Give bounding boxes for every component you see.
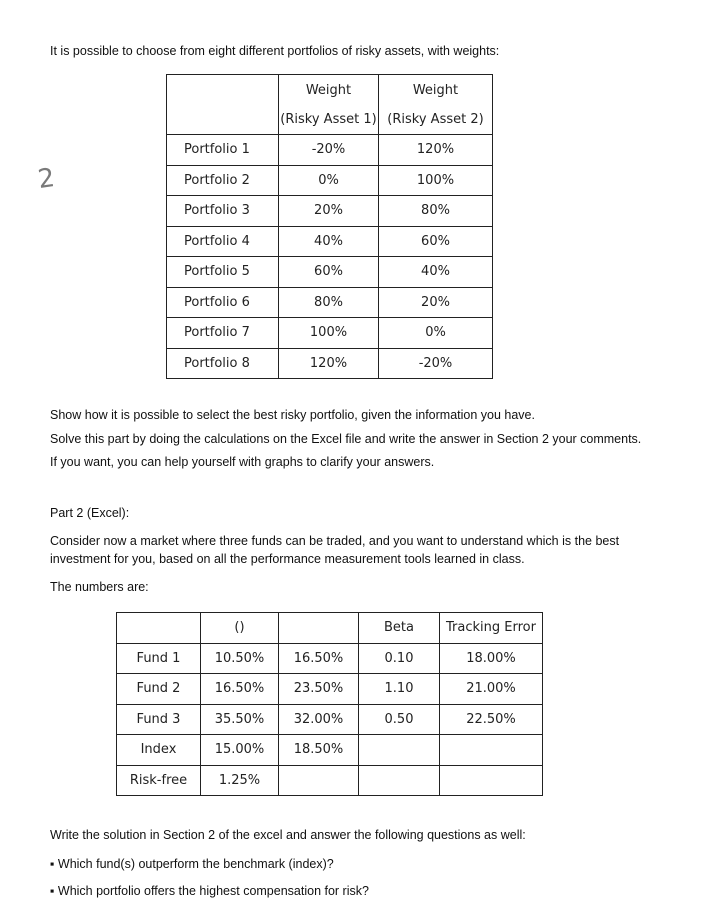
table-cell: [279, 765, 359, 796]
question-1: ▪ Which fund(s) outperform the benchmark (index)?: [50, 857, 334, 871]
table-row: [167, 348, 493, 379]
header-cell: Tracking Error: [440, 613, 543, 644]
header-empty-cell: [167, 75, 279, 135]
weight-asset-1: 40%: [279, 226, 379, 257]
header-line: (Risky Asset 2): [387, 111, 484, 127]
instruction-line-3: If you want, you can help yourself with graphs to clarify your answers.: [50, 455, 435, 469]
table-cell: 16.50%: [201, 674, 279, 705]
table-cell: [359, 765, 440, 796]
portfolio-name: Portfolio 2: [167, 165, 279, 196]
row-label: Risk-free: [117, 765, 201, 796]
row-label: Fund 3: [117, 704, 201, 735]
weight-asset-1: 0%: [279, 165, 379, 196]
table-row: [167, 135, 493, 166]
instruction-line-1: Show how it is possible to select the best risky portfolio, given the information you have.: [50, 408, 535, 422]
portfolio-name: Portfolio 7: [167, 318, 279, 349]
table-row: [117, 765, 543, 796]
row-label: Index: [117, 735, 201, 766]
header-line: (Risky Asset 1): [280, 111, 377, 127]
header-cell: (): [201, 613, 279, 644]
portfolio-weights-table: [166, 74, 493, 379]
weight-asset-2: -20%: [379, 348, 493, 379]
table-cell: 32.00%: [279, 704, 359, 735]
part2-title: Part 2 (Excel):: [50, 506, 130, 520]
portfolio-name: Portfolio 6: [167, 287, 279, 318]
table-header-row: [167, 75, 493, 135]
portfolio-name: Portfolio 4: [167, 226, 279, 257]
header-line: Weight: [305, 82, 352, 98]
table-cell: 10.50%: [201, 643, 279, 674]
table-row: [117, 735, 543, 766]
table-row: [167, 257, 493, 288]
table-cell: 15.00%: [201, 735, 279, 766]
table-cell: 35.50%: [201, 704, 279, 735]
funds-table: [116, 612, 543, 796]
table-row: [117, 643, 543, 674]
portfolio-name: Portfolio 1: [167, 135, 279, 166]
table-row: [117, 704, 543, 735]
table-cell: 0.50: [359, 704, 440, 735]
header-weight-asset-2: [379, 75, 493, 135]
row-label: Fund 2: [117, 674, 201, 705]
question-2: ▪ Which portfolio offers the highest compensation for risk?: [50, 884, 369, 898]
portfolio-name: Portfolio 8: [167, 348, 279, 379]
weight-asset-2: 40%: [379, 257, 493, 288]
row-label: Fund 1: [117, 643, 201, 674]
weight-asset-1: 20%: [279, 196, 379, 227]
part2-description: Consider now a market where three funds can be traded, and you want to understand which is the best investment for you, based on all the performance measurement tools learned in class.: [50, 534, 620, 566]
header-cell: Beta: [359, 613, 440, 644]
table-cell: 18.50%: [279, 735, 359, 766]
table-cell: 0.10: [359, 643, 440, 674]
table-cell: [440, 765, 543, 796]
weight-asset-2: 20%: [379, 287, 493, 318]
weight-asset-2: 120%: [379, 135, 493, 166]
header-cell: [117, 613, 201, 644]
table-cell: [440, 735, 543, 766]
header-weight-asset-1: [279, 75, 379, 135]
table-row: [167, 165, 493, 196]
table-row: [167, 226, 493, 257]
instruction-line-2: Solve this part by doing the calculations on the Excel file and write the answer in Section 2 your comments.: [50, 432, 642, 446]
table-cell: 21.00%: [440, 674, 543, 705]
table-row: [167, 287, 493, 318]
weight-asset-1: -20%: [279, 135, 379, 166]
portfolio-name: Portfolio 5: [167, 257, 279, 288]
table-cell: 18.00%: [440, 643, 543, 674]
table-cell: 23.50%: [279, 674, 359, 705]
table-header-row: [117, 613, 543, 644]
closing-prompt: Write the solution in Section 2 of the excel and answer the following questions as well:: [50, 828, 526, 842]
header-cell: [279, 613, 359, 644]
weight-asset-1: 80%: [279, 287, 379, 318]
weight-asset-1: 100%: [279, 318, 379, 349]
table-row: [117, 674, 543, 705]
table-cell: [359, 735, 440, 766]
table-row: [167, 318, 493, 349]
weight-asset-1: 120%: [279, 348, 379, 379]
handwritten-margin-mark: 2: [35, 162, 57, 196]
weight-asset-1: 60%: [279, 257, 379, 288]
table-cell: 16.50%: [279, 643, 359, 674]
weight-asset-2: 0%: [379, 318, 493, 349]
header-line: Weight: [412, 82, 459, 98]
intro-text: It is possible to choose from eight different portfolios of risky assets, with weights:: [50, 44, 500, 58]
table-row: [167, 196, 493, 227]
table-cell: 22.50%: [440, 704, 543, 735]
weight-asset-2: 60%: [379, 226, 493, 257]
numbers-intro: The numbers are:: [50, 580, 149, 594]
table-cell: 1.10: [359, 674, 440, 705]
table-cell: 1.25%: [201, 765, 279, 796]
portfolio-name: Portfolio 3: [167, 196, 279, 227]
weight-asset-2: 80%: [379, 196, 493, 227]
weight-asset-2: 100%: [379, 165, 493, 196]
